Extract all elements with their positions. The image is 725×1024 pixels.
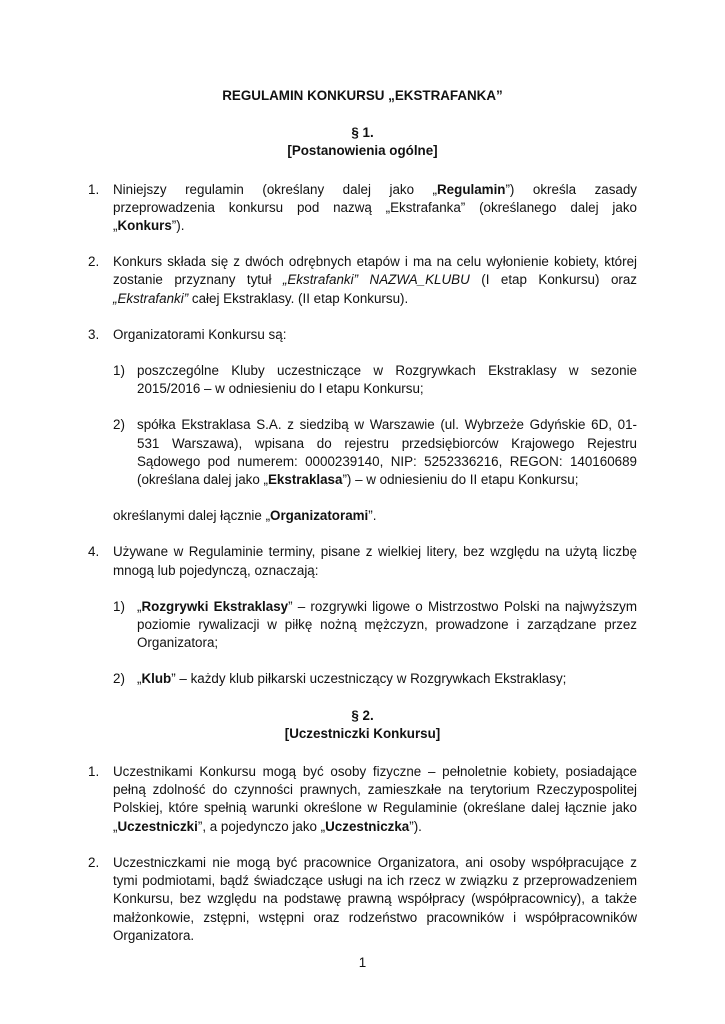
paragraph-text: Uczestniczkami nie mogą być pracownice Organizatora, ani osoby współpracujące z tymi podmiotami, bądź świadczące usługi na ich rzecz w związku z przeprowadzeniem Konkursu, bez względu na podstawę prawną współpracy (współpracownicy), a także małżonkowie, zstępni, wstępni oraz rodzeństwo pracowników i współpracowników Organizatora. (113, 854, 637, 943)
document-title: REGULAMIN KONKURSU „EKSTRAFANKA” (222, 88, 503, 103)
subitem-text: spółka Ekstraklasa S.A. z siedzibą w Warszawie (ul. Wybrzeże Gdyńskie 6D, 01-531 Warszawa), wpisana do rejestru przedsiębiorców Krajowego Rejestru Sądowego pod numerem: 0000239140, NIP: 5252336216, REGON: 140160689 (określana dalej jako „ (137, 417, 637, 488)
section-heading: [Postanowienia ogólne] (287, 143, 438, 159)
paragraph-text: całej Ekstraklasy. (II etap Konkursu). (188, 290, 409, 306)
italic-term: „Ekstrafanki” NAZWA_KLUBU (282, 272, 470, 288)
defined-term: Ekstraklasa (268, 472, 343, 488)
paragraph-number: 1. (88, 181, 100, 197)
subitem-1-3-2 (113, 416, 637, 489)
paragraph-text: określanymi dalej łącznie „ (113, 508, 271, 524)
subitem-number: 2) (113, 417, 125, 433)
subitem-1-4-2 (113, 670, 637, 688)
subitem-text: „ (137, 598, 142, 614)
paragraph-text: (I etap Konkursu) oraz (469, 272, 637, 288)
paragraph-number: 1. (88, 764, 100, 780)
paragraph-text: Używane w Regulaminie terminy, pisane z wielkiej litery, bez względu na użytą liczbę mnogą lub pojedynczą, oznaczają: (113, 544, 637, 578)
subitem-text: ”) – w odniesieniu do II etapu Konkursu; (342, 472, 579, 488)
defined-term: Uczestniczka (325, 818, 410, 834)
paragraph-text: Niniejszy regulamin (określany dalej jako „ (113, 181, 438, 197)
defined-term: Klub (141, 671, 172, 687)
paragraph-1-1 (88, 181, 637, 236)
defined-term: Regulamin (437, 181, 506, 197)
paragraph-text: ”, a pojedynczo jako „ (197, 818, 326, 834)
section-2-header (88, 707, 637, 743)
subitem-number: 1) (113, 363, 125, 379)
paragraph-number: 2. (88, 254, 100, 270)
paragraph-text: ”). (171, 218, 185, 234)
paragraph-1-3-closing (113, 507, 637, 525)
defined-term: Uczestniczki (117, 818, 198, 834)
subitem-number: 1) (113, 598, 125, 614)
section-number: § 1. (351, 125, 374, 141)
defined-term: Rozgrywki Ekstraklasy (141, 598, 289, 614)
paragraph-number: 3. (88, 326, 100, 342)
paragraph-2-1 (88, 763, 637, 836)
paragraph-number: 2. (88, 854, 100, 870)
subitem-1-3-1 (113, 362, 637, 398)
section-heading: [Uczestniczki Konkursu] (284, 725, 441, 741)
section-number: § 2. (351, 707, 374, 723)
subitem-text: ” – każdy klub piłkarski uczestniczący w Rozgrywkach Ekstraklasy; (171, 671, 567, 687)
paragraph-text: ”) określa zasady przeprowadzenia konkursu pod nazwą „Ekstrafanka” (określanego dalej jako „ (113, 181, 637, 234)
subitem-number: 2) (113, 671, 125, 687)
italic-term: „Ekstrafanki” (113, 290, 189, 306)
paragraph-text: Uczestnikami Konkursu mogą być osoby fizyczne – pełnoletnie kobiety, posiadające pełną zdolność do czynności prawnych, zamieszkałe na terytorium Rzeczypospolitej Polskiej, które spełnią warunki określone w Regulaminie (określane dalej łącznie jako „ (113, 764, 637, 834)
subitem-text: ” – rozgrywki ligowe o Mistrzostwo Polski na najwyższym poziomie rywalizacji w piłkę nożną mężczyzn, prowadzone i zarządzane przez Organizatora; (137, 598, 638, 651)
defined-term: Konkurs (117, 218, 172, 234)
paragraph-text: ”. (368, 508, 377, 524)
paragraph-text: ”). (409, 818, 422, 834)
subitem-text: poszczególne Kluby uczestniczące w Rozgrywkach Ekstraklasy w sezonie 2015/2016 – w odniesieniu do I etapu Konkursu; (137, 363, 637, 397)
section-1-header (88, 124, 637, 160)
page-number: 1 (358, 955, 367, 970)
paragraph-1-3 (88, 326, 637, 344)
subitem-1-4-1 (113, 598, 637, 653)
subitem-text: „ (137, 671, 142, 687)
paragraph-1-4 (88, 543, 637, 579)
paragraph-text: Konkurs składa się z dwóch odrębnych etapów i ma na celu wyłonienie kobiety, której zostanie przyznany tytuł (113, 254, 637, 288)
paragraph-1-2 (88, 253, 637, 308)
paragraph-2-2 (88, 854, 637, 945)
paragraph-text: Organizatorami Konkursu są: (113, 326, 287, 342)
defined-term: Organizatorami (270, 508, 369, 524)
paragraph-number: 4. (88, 544, 100, 560)
